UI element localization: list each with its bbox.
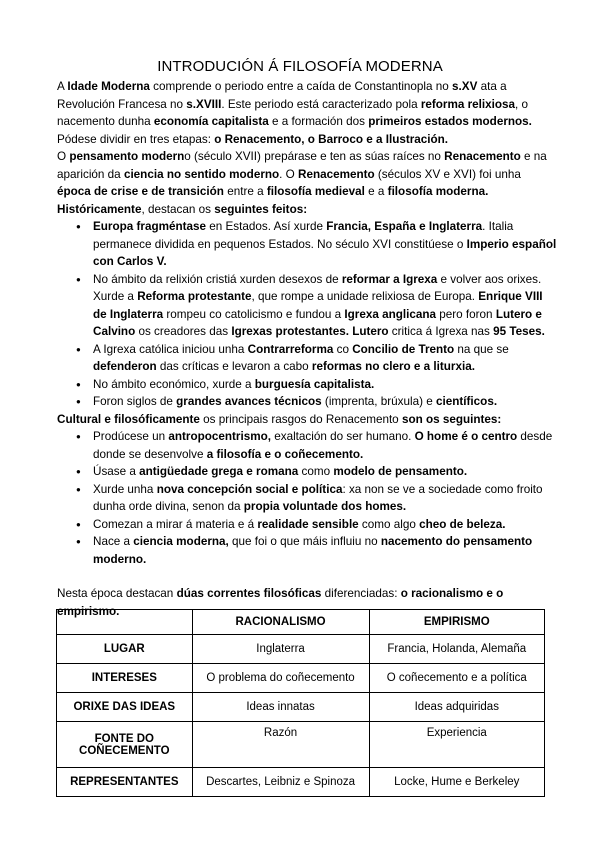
row-label: INTERESES — [57, 664, 193, 693]
table-row — [57, 722, 545, 768]
bold-text: 95 Teses. — [493, 325, 545, 338]
text-run: Pódese dividir en tres etapas: — [57, 132, 215, 146]
bold-text: Enrique VIII de Inglaterra — [93, 290, 543, 321]
text-run: critica á Igrexa nas — [388, 325, 494, 338]
text-run: entre a — [223, 185, 267, 198]
cell-racionalismo: O problema do coñecemento — [192, 664, 369, 693]
bold-text: filosofía medieval — [266, 185, 365, 198]
historical-facts-heading — [57, 201, 557, 219]
table-header-row — [57, 610, 545, 635]
text-run: e na aparición da — [57, 150, 547, 181]
text-run: como algo — [358, 517, 420, 531]
list-item — [93, 463, 557, 481]
row-label: LUGAR — [57, 635, 193, 664]
cell-empirismo: Francia, Holanda, Alemaña — [369, 635, 544, 664]
bold-text: nova concepción social e política — [156, 482, 343, 496]
list-item — [93, 393, 557, 411]
text-run: desde donde se desenvolve — [93, 430, 553, 461]
bold-text: Igrexa anglicana — [344, 307, 437, 321]
bold-text: pensamento modern — [69, 150, 185, 163]
document-body — [57, 78, 557, 620]
text-run: diferenciadas: — [321, 587, 401, 600]
list-item — [93, 516, 557, 534]
bold-text: Idade Moderna — [67, 80, 150, 93]
bold-text: Reforma protestante — [137, 290, 252, 303]
text-run: Foron siglos de — [93, 395, 177, 408]
text-run: o (século XVII) prepárase e ten as súas raíces no — [184, 150, 445, 163]
text-run: os creadores das — [135, 325, 232, 338]
text-run: e a — [364, 185, 388, 198]
text-run: comprende o periodo entre a caída de Constantinopla no — [149, 80, 453, 93]
bold-text: Lutero e Calvino — [93, 307, 542, 338]
cell-empirismo: Locke, Hume e Berkeley — [369, 768, 544, 797]
bold-text: s.XV — [452, 80, 478, 93]
table-header-empirismo: EMPIRISMO — [369, 610, 544, 635]
bold-text: Imperio español con Carlos V. — [93, 237, 557, 268]
bold-text: realidade sensible — [257, 517, 359, 531]
bold-text: reformar a Igrexa — [341, 272, 438, 286]
cultural-traits-list — [57, 428, 557, 568]
text-run: das críticas e levaron a cabo — [156, 360, 312, 373]
text-run: No ámbito da relixión cristiá xurden desexos de — [93, 272, 342, 286]
list-item — [93, 341, 557, 376]
bold-text: primeiros estados modernos. — [368, 115, 532, 128]
text-run: . Este periodo está caracterizado pola — [221, 97, 421, 111]
bold-text: defenderon — [93, 360, 157, 373]
text-run: No ámbito económico, xurde a — [93, 377, 255, 391]
table-row — [57, 635, 545, 664]
bold-text: a filosofía e o coñecemento. — [206, 447, 364, 461]
text-run: os principais rasgos do Renacemento — [199, 412, 402, 426]
bold-text: reformas no clero e a liturxia. — [311, 360, 475, 373]
bold-text: Cultural e filosóficamente — [57, 412, 200, 426]
text-run: , que rompe a unidade relixiosa de Europa. — [251, 290, 479, 303]
text-run: : xa non se ve a sociedade como froito dunha orde divina, senon da — [93, 482, 543, 513]
text-run: (imprenta, brúxula) e — [321, 395, 437, 408]
cell-racionalismo: Ideas innatas — [192, 693, 369, 722]
text-run: como — [298, 465, 334, 478]
bold-text: antropocentrismo, — [168, 430, 271, 443]
text-run: ata a Revolución Francesa no — [57, 80, 507, 111]
text-run: Comezan a mirar á materia e á — [93, 517, 258, 531]
bold-text: Francia, España e Inglaterra — [326, 220, 483, 233]
list-item — [93, 271, 557, 341]
bold-text: dúas correntes filosóficas — [176, 587, 322, 600]
cell-racionalismo: Descartes, Leibniz e Spinoza — [192, 768, 369, 797]
bold-text: son os seguintes: — [401, 412, 502, 426]
text-run: Nesta época destacan — [57, 587, 177, 600]
bold-text: antigüedade grega e romana — [139, 465, 299, 478]
table-row — [57, 768, 545, 797]
text-run: Úsase a — [93, 465, 140, 478]
list-item — [93, 376, 557, 394]
row-label: ORIXE DAS IDEAS — [57, 693, 193, 722]
intro-paragraph — [57, 78, 557, 148]
bold-text: Históricamente — [57, 202, 142, 216]
table-header-cell-empty — [57, 610, 193, 635]
text-run: Prodúcese un — [93, 430, 169, 443]
cell-racionalismo: Inglaterra — [192, 635, 369, 664]
table-header-racionalismo: RACIONALISMO — [192, 610, 369, 635]
bold-text: seguintes feitos: — [214, 202, 308, 216]
cell-empirismo: Ideas adquiridas — [369, 693, 544, 722]
cell-empirismo: Experiencia — [369, 722, 544, 768]
text-run: (séculos XV e XVI) foi unha — [374, 167, 521, 181]
text-run: , o nacemento dunha — [57, 97, 529, 128]
text-run: , destacan os — [141, 202, 215, 216]
text-run: A — [57, 80, 68, 93]
modern-thought-paragraph — [57, 148, 557, 201]
cell-racionalismo: Razón — [192, 722, 369, 768]
text-run: e a formación dos — [268, 115, 369, 128]
list-item — [93, 533, 557, 568]
list-item — [93, 218, 557, 271]
text-run: O — [57, 150, 70, 163]
table-row — [57, 693, 545, 722]
cultural-traits-heading — [57, 411, 557, 429]
bold-text: Europa fragméntase — [93, 220, 207, 233]
bold-text: o racionalismo e o empirismo. — [57, 587, 504, 618]
bold-text: o Renacemento, o Barroco e a Ilustración. — [214, 132, 449, 146]
bold-text: Renacemento — [298, 167, 375, 181]
text-run: pero foron — [436, 307, 496, 321]
row-label: REPRESENTANTES — [57, 768, 193, 797]
bold-text: economía capitalista — [153, 115, 269, 128]
list-item — [93, 481, 557, 516]
cell-empirismo: O coñecemento e a política — [369, 664, 544, 693]
bold-text: Lutero — [352, 325, 389, 338]
bold-text: O home é o centro — [414, 430, 518, 443]
text-run: A Igrexa católica iniciou unha — [93, 342, 248, 356]
bold-text: modelo de pensamento. — [333, 465, 468, 478]
bold-text: ciencia moderna, — [133, 535, 229, 548]
text-run: en Estados. Así xurde — [206, 220, 327, 233]
bold-text: reforma relixiosa — [420, 97, 516, 111]
bold-text: cheo de beleza. — [419, 517, 506, 531]
bold-text: grandes avances técnicos — [176, 395, 322, 408]
list-item — [93, 428, 557, 463]
text-run: Xurde unha — [93, 482, 157, 496]
text-run: Nace a — [93, 535, 134, 548]
bold-text: Igrexas protestantes. — [231, 325, 349, 338]
text-run: e volver aos orixes. Xurde a — [93, 272, 542, 303]
bold-text: nacemento do pensamento moderno. — [93, 535, 533, 566]
bold-text: científicos. — [436, 395, 498, 408]
bold-text: propia voluntade dos homes. — [243, 500, 407, 513]
text-run: exaltación do ser humano. — [270, 430, 415, 443]
bold-text: Renacemento — [444, 150, 521, 163]
bold-text: Concilio de Trento — [352, 342, 455, 356]
page-title: INTRODUCIÓN Á FILOSOFÍA MODERNA — [157, 58, 443, 75]
historical-facts-list — [57, 218, 557, 411]
text-run: . Italia permanece dividida en pequenos Estados. No século XVI constitúese o — [93, 220, 514, 251]
comparison-table — [56, 609, 545, 797]
text-run: que foi o que máis influiu no — [228, 535, 381, 548]
text-run: rompeu co catolicismo e fundou a — [163, 307, 345, 321]
bold-text: burguesía capitalista. — [254, 377, 375, 391]
bold-text: Contrarreforma — [247, 342, 334, 356]
bold-text: filosofía moderna. — [387, 185, 489, 198]
bold-text: ciencia no sentido moderno — [123, 167, 280, 181]
bold-text: época de crise e de transición — [57, 185, 224, 198]
text-run: co — [333, 342, 353, 356]
text-run: na que se — [454, 342, 509, 356]
row-label: FONTE DO COÑECEMENTO — [57, 722, 193, 768]
bold-text: s.XVIII — [186, 97, 222, 111]
text-run: . O — [279, 167, 298, 181]
table-row — [57, 664, 545, 693]
